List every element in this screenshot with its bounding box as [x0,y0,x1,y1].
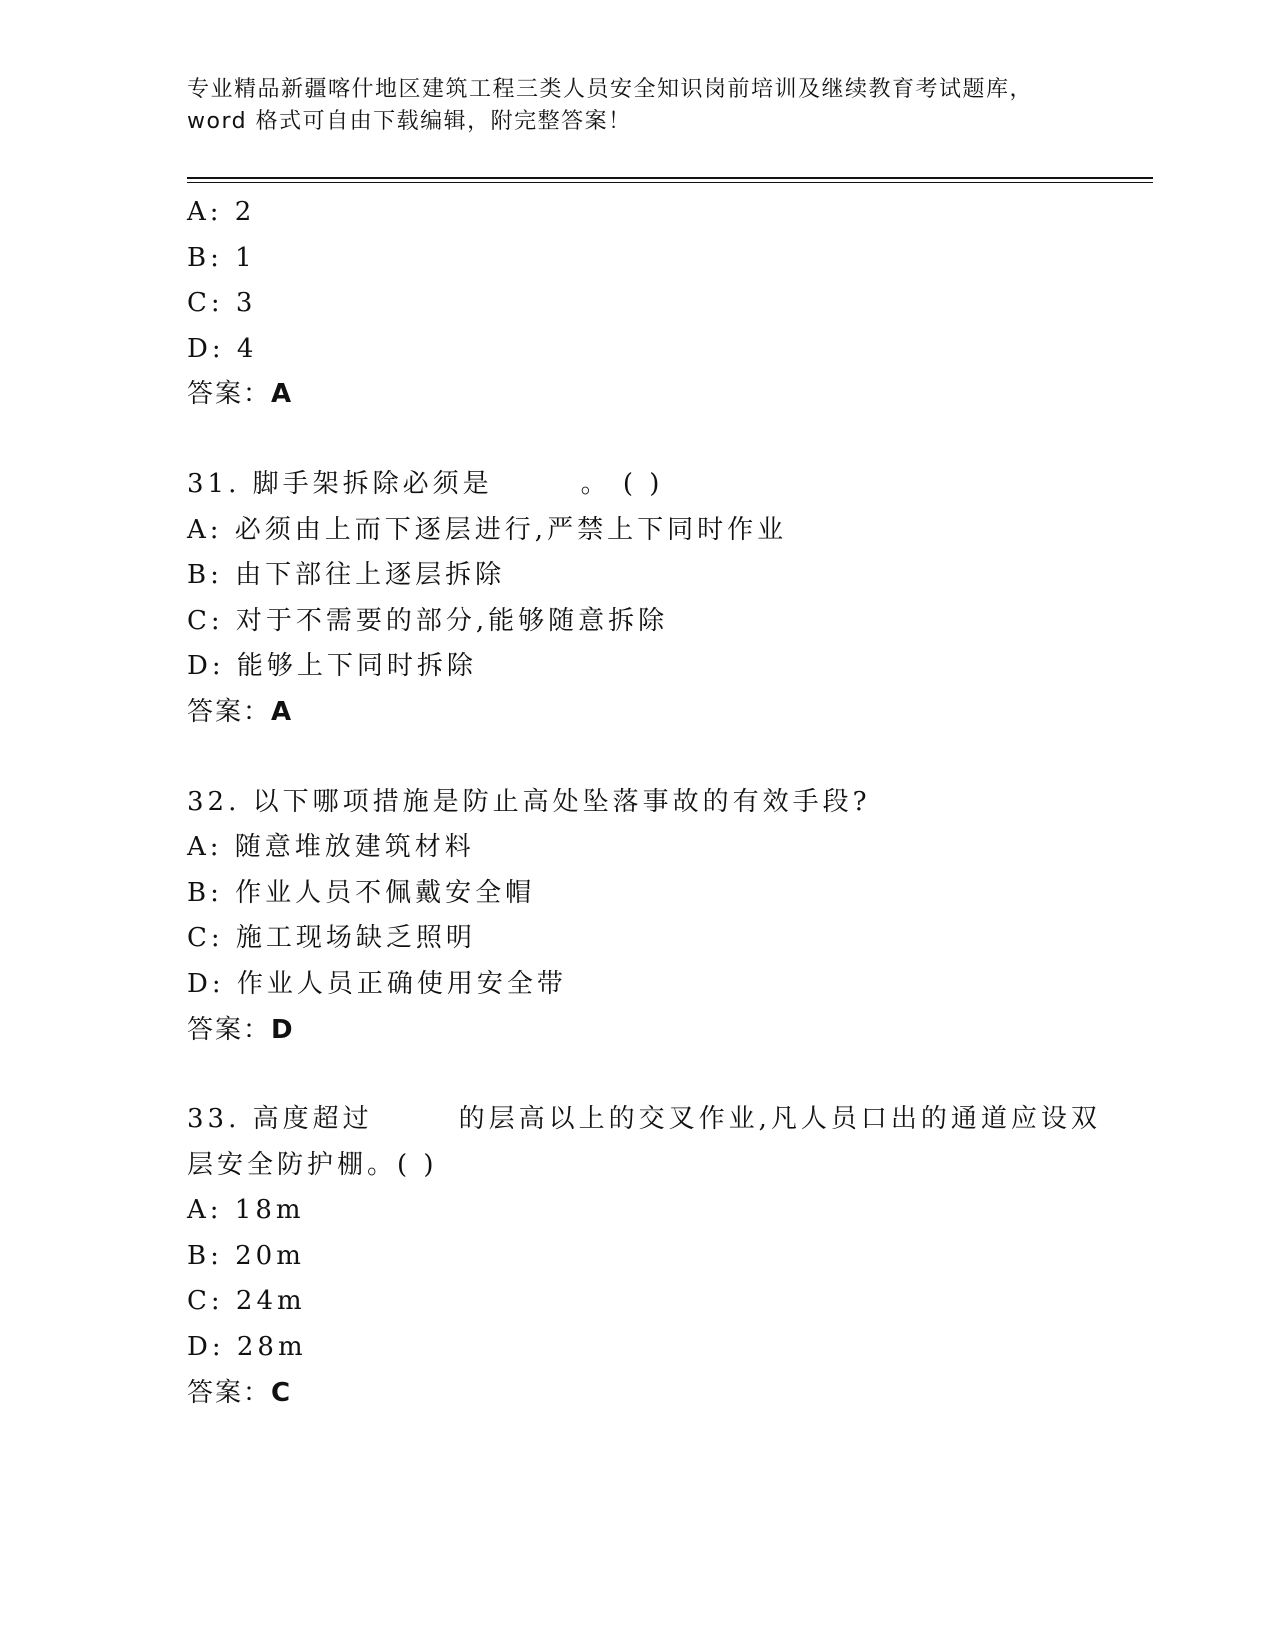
question-32 [187,780,1087,1054]
answer-value: C [271,1377,293,1408]
option-a: A: 2 [187,197,256,227]
option-b: B: 由下部往上逐层拆除 [187,560,506,591]
question-stem-line-2: 层安全防护棚。( ) [187,1149,438,1180]
question-list [187,190,1101,1416]
option-c: C: 施工现场缺乏照明 [187,923,476,954]
option-a: A: 18m [187,1195,305,1226]
option-a: A: 随意堆放建筑材料 [187,832,475,863]
question-stem [187,1097,1101,1143]
stem-text: 33. 高度超过 [187,1104,373,1135]
question-stem [187,462,1087,508]
answer-label: 答案： [187,1014,272,1045]
option-a: A: 必须由上而下逐层进行,严禁上下同时作业 [187,514,788,545]
option-c: C: 24m [187,1286,306,1317]
stem-text-end: 的层高以上的交叉作业,凡人员口出的通道应设双 [458,1104,1101,1135]
option-b: B: 作业人员不佩戴安全帽 [187,877,536,908]
question-prev [187,190,1087,418]
option-d: D: 4 [187,333,258,364]
answer-line [187,1371,1087,1417]
option-d: D: 作业人员正确使用安全带 [187,968,567,999]
spacer [187,736,1087,780]
option-c: C: 3 [187,288,257,319]
question-33 [187,1097,1101,1416]
answer-label: 答案： [187,379,272,410]
answer-label: 答案： [187,696,272,727]
spacer [187,1053,1087,1097]
answer-line [187,372,1087,418]
question-31 [187,462,1087,736]
header-title-line-2: word 格式可自由下载编辑，附完整答案！ [187,109,632,134]
question-stem: 32. 以下哪项措施是防止高处坠落事故的有效手段? [187,786,871,817]
option-d: D: 28m [187,1332,307,1363]
answer-label: 答案： [187,1377,272,1408]
stem-text: 31. 脚手架拆除必须是 [187,468,493,499]
header-title-line-1: 专业精品新疆喀什地区建筑工程三类人员安全知识岗前培训及继续教育考试题库， [187,77,1034,102]
answer-line [187,1008,1087,1054]
option-b: B: 1 [187,242,256,273]
answer-value: A [271,379,294,410]
option-d: D: 能够上下同时拆除 [187,651,477,682]
header-divider [187,177,1153,183]
document-header [187,74,1087,138]
answer-value: D [271,1014,295,1045]
answer-line [187,690,1087,736]
stem-text-end: 。 ( ) [580,468,664,499]
option-b: B: 20m [187,1240,305,1271]
option-c: C: 对于不需要的部分,能够随意拆除 [187,605,669,636]
answer-value: A [271,696,294,727]
spacer [187,418,1087,462]
